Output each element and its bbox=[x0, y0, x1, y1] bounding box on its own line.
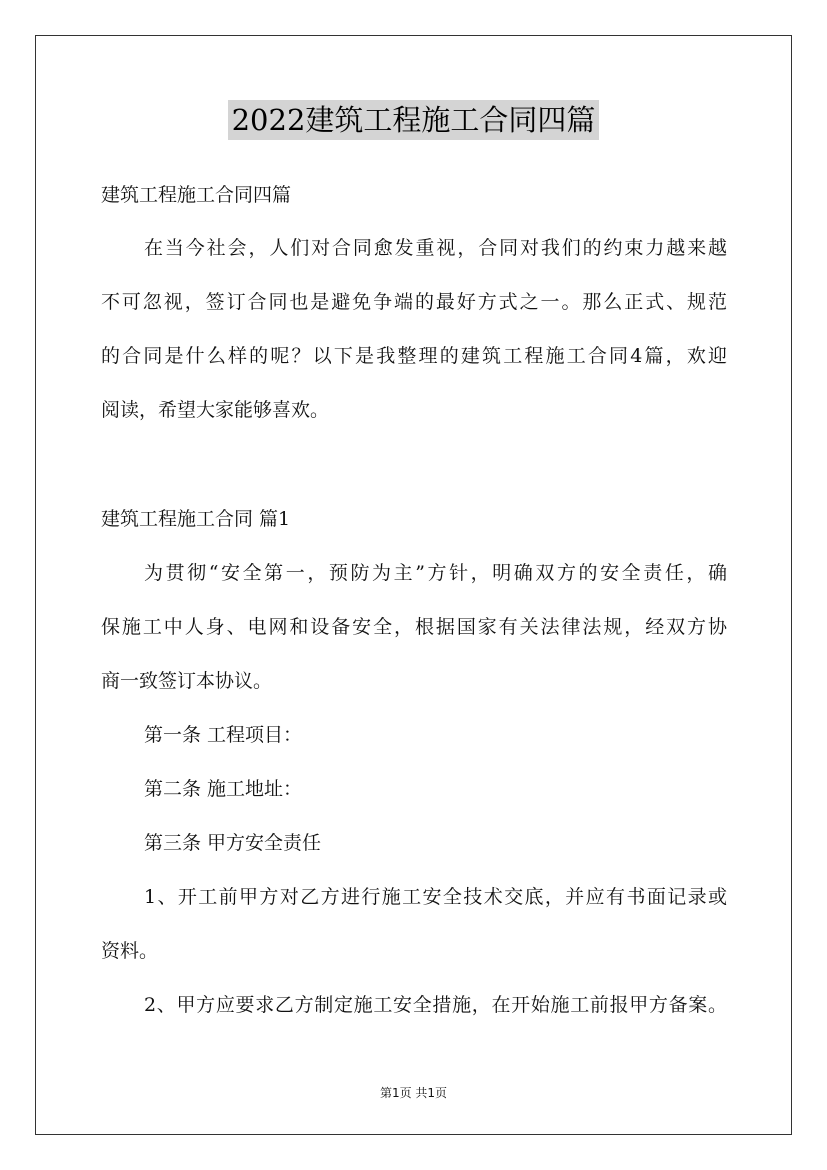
document-title: 2022建筑工程施工合同四篇 bbox=[228, 100, 600, 140]
intro-line-2: 不可忽视，签订合同也是避免争端的最好方式之一。那么正式、规范 bbox=[101, 291, 727, 313]
intro-line-3: 的合同是什么样的呢？以下是我整理的建筑工程施工合同4篇，欢迎 bbox=[101, 345, 727, 367]
section-heading: 建筑工程施工合同 篇1 bbox=[101, 508, 291, 530]
article-1: 第一条 工程项目： bbox=[144, 724, 303, 746]
article-3: 第三条 甲方安全责任 bbox=[144, 832, 322, 854]
document-subtitle: 建筑工程施工合同四篇 bbox=[101, 184, 292, 206]
list-item-1: 1、开工前甲方对乙方进行施工安全技术交底，并应有书面记录或 bbox=[144, 886, 727, 908]
paragraph-line: 商一致签订本协议。 bbox=[101, 670, 273, 692]
list-item-1-cont: 资料。 bbox=[101, 940, 159, 962]
page-footer: 第1页 共1页 bbox=[379, 1086, 448, 1100]
article-2: 第二条 施工地址： bbox=[144, 778, 303, 800]
list-item-2: 2、甲方应要求乙方制定施工安全措施，在开始施工前报甲方备案。 bbox=[144, 994, 727, 1016]
paragraph-line: 保施工中人身、电网和设备安全，根据国家有关法律法规，经双方协 bbox=[101, 616, 727, 638]
title-container bbox=[0, 100, 827, 140]
intro-line-1: 在当今社会，人们对合同愈发重视，合同对我们的约束力越来越 bbox=[144, 237, 727, 259]
paragraph-line: 为贯彻“安全第一，预防为主”方针，明确双方的安全责任，确 bbox=[144, 562, 727, 584]
intro-line-4: 阅读，希望大家能够喜欢。 bbox=[101, 399, 330, 421]
